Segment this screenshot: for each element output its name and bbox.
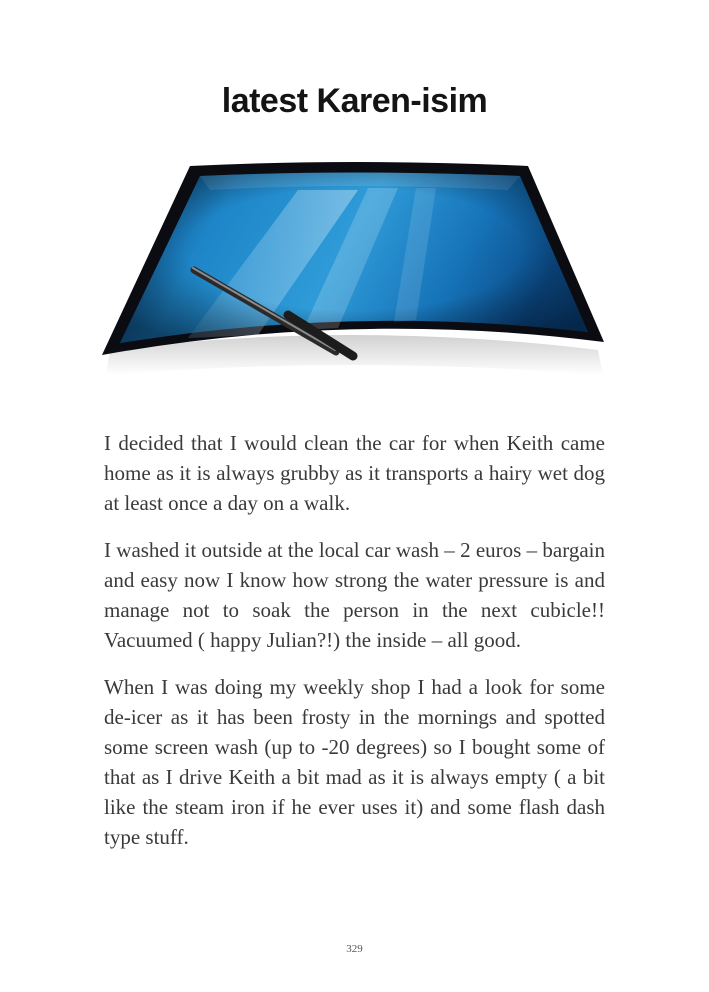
- paragraph: I washed it outside at the local car wash – 2 euros – bargain and easy now I know how strong the water pressure is and manage not to soak the person in the next cubicle!! Vacuumed ( happy Julian?!) the inside – all good.: [104, 538, 605, 652]
- page-number: 329: [346, 943, 363, 955]
- paragraph: I decided that I would clean the car for when Keith came home as it is always grubby as it transports a hairy wet dog at least once a day on a walk.: [104, 431, 605, 515]
- body-text: [104, 428, 605, 869]
- windscreen-illustration: [98, 160, 608, 385]
- windscreen-with-wiper-icon: [98, 160, 608, 385]
- page-title: latest Karen-isim: [221, 82, 488, 120]
- paragraph: When I was doing my weekly shop I had a look for some de-icer as it has been frosty in the mornings and spotted some screen wash (up to -20 degrees) so I bought some of that as I drive Keith a bit mad as it is always empty ( a bit like the steam iron if he ever uses it) and some flash dash type stuff.: [104, 675, 605, 849]
